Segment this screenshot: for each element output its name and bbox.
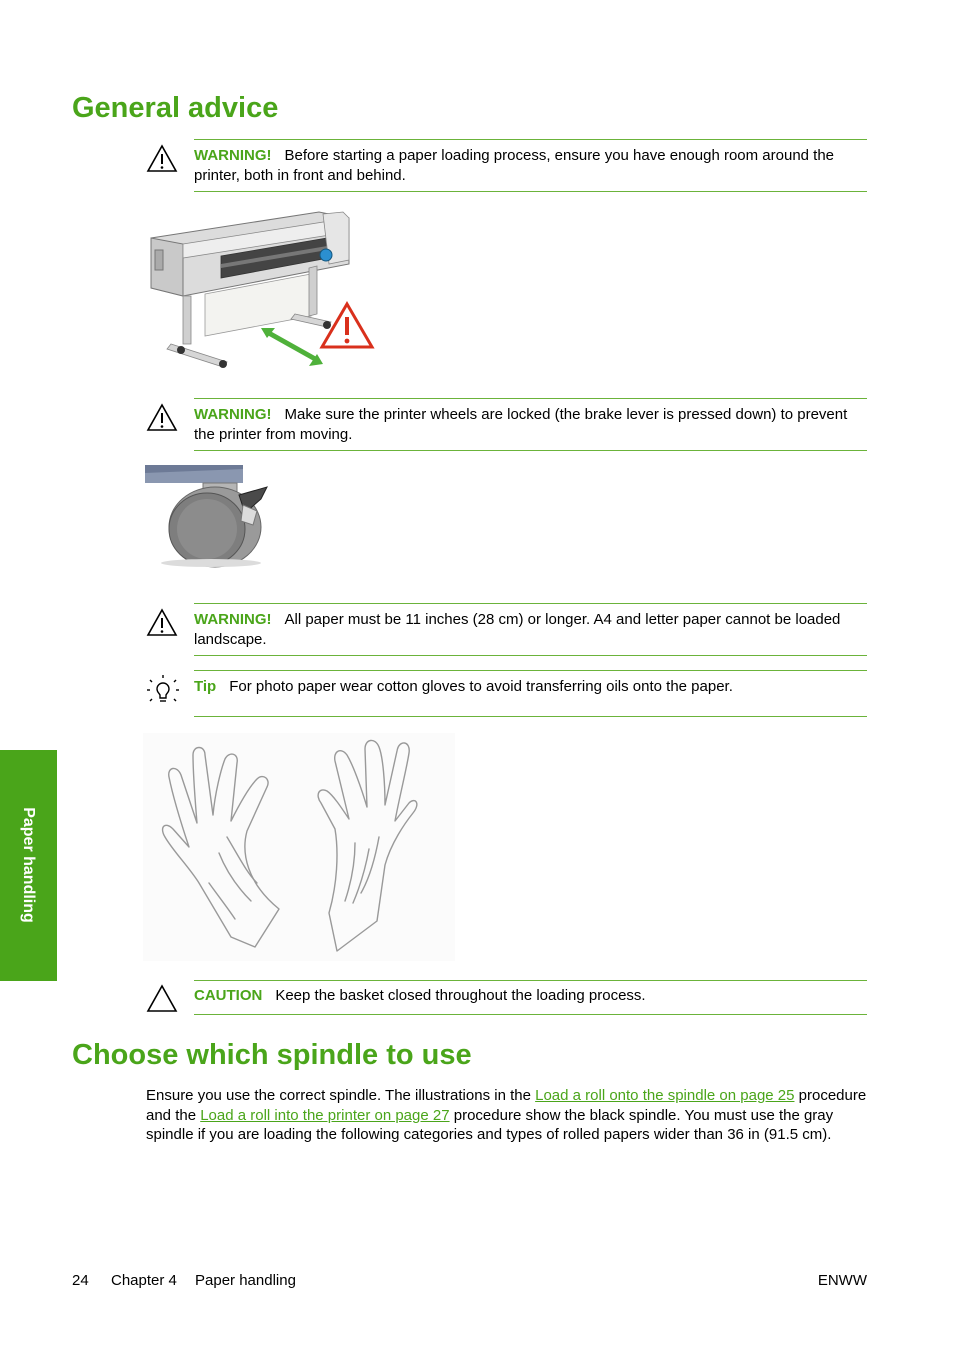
warning-label: WARNING! [194,147,272,164]
note-rule-top [194,980,867,981]
footer-page-number: 24 [72,1272,89,1289]
footer-right-label: ENWW [817,1272,867,1289]
caution-note [194,986,867,1006]
warning-icon [145,143,179,177]
note-rule-bottom [194,450,867,451]
warning-text: Make sure the printer wheels are locked (the brake lever is pressed down) to prevent the printer from moving. [194,406,848,443]
footer-chapter: Chapter 4 [111,1272,177,1289]
footer-chapter-title: Paper handling [195,1272,296,1289]
wheel-brake-illustration [145,465,271,569]
warning-text: All paper must be 11 inches (28 cm) or longer. A4 and letter paper cannot be loaded landscape. [194,611,841,648]
lightbulb-icon [144,672,182,710]
chapter-side-tab-label: Paper handling [20,807,37,923]
warning-note [194,405,867,444]
note-rule-bottom [194,655,867,656]
gloves-illustration [143,733,455,961]
warning-text: Before starting a paper loading process, ensure you have enough room around the printer, both in front and behind. [194,147,835,184]
section-title-spindle: Choose which spindle to use [72,1039,472,1071]
spindle-paragraph [146,1086,868,1145]
link-load-roll-into-printer[interactable]: Load a roll into the printer on page 27 [200,1106,450,1124]
warning-note [194,610,867,649]
printer-illustration [143,204,379,370]
paragraph-text: Ensure you use the correct spindle. The illustrations in the [146,1087,536,1104]
warning-label: WARNING! [194,406,272,423]
caution-icon [145,983,179,1017]
tip-text: For photo paper wear cotton gloves to avoid transferring oils onto the paper. [229,678,733,695]
note-rule-top [194,139,867,140]
note-rule-top [194,603,867,604]
warning-icon [145,402,179,436]
section-title-general-advice: General advice [72,92,279,124]
caution-label: CAUTION [194,987,263,1004]
note-rule-bottom [194,191,867,192]
warning-label: WARNING! [194,611,272,628]
tip-note [194,677,867,697]
note-rule-top [194,398,867,399]
note-rule-top [194,670,867,671]
tip-label: Tip [194,678,217,695]
note-rule-bottom [194,1014,867,1015]
paragraph-text: procedure and the [146,1087,867,1124]
caution-text: Keep the basket closed throughout the loading process. [275,987,646,1004]
link-load-roll-onto-spindle[interactable]: Load a roll onto the spindle on page 25 [535,1087,795,1104]
warning-note [194,146,867,185]
paragraph-text: procedure show the black spindle. You must use the gray spindle if you are loading the following categories and types of rolled papers wider than 36 in (91.5 cm). [146,1106,834,1143]
warning-icon [145,607,179,641]
note-rule-bottom [194,716,867,717]
